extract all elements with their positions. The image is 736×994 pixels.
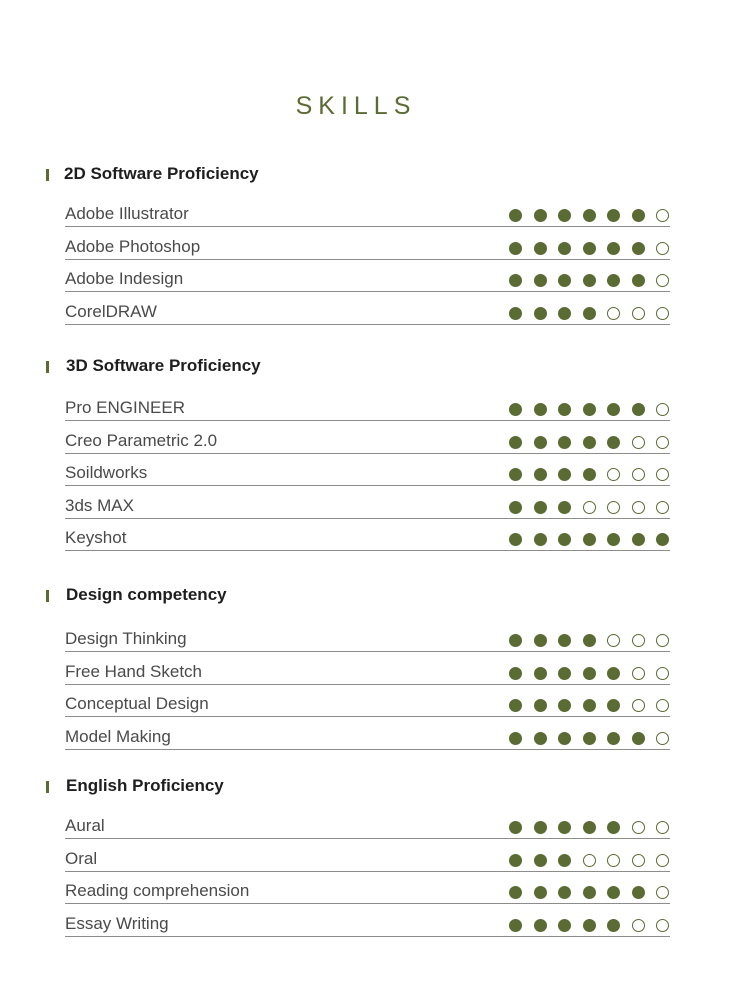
skill-rating [509, 468, 669, 482]
rating-dot-filled [607, 533, 620, 546]
rating-dot-filled [534, 699, 547, 712]
skill-rating [509, 667, 669, 681]
rating-dot-filled [607, 209, 620, 222]
rating-dot-filled [632, 533, 645, 546]
skill-name: Aural [65, 816, 105, 835]
skill-row [0, 524, 736, 557]
rating-dot-filled [558, 667, 571, 680]
rating-dot-filled [632, 209, 645, 222]
rating-dot-filled [583, 732, 596, 745]
rating-dot-empty [656, 667, 669, 680]
rating-dot-empty [656, 501, 669, 514]
rating-dot-filled [534, 886, 547, 899]
row-divider [65, 749, 670, 750]
rating-dot-filled [558, 634, 571, 647]
skill-name: Free Hand Sketch [65, 661, 203, 681]
rating-dot-filled [534, 468, 547, 481]
rating-dot-filled [534, 501, 547, 514]
skill-row [0, 459, 736, 492]
row-divider [65, 903, 670, 904]
row-divider [65, 871, 670, 872]
skill-name: Reading comprehension [65, 881, 250, 900]
rating-dot-filled [558, 274, 571, 287]
page-title: SKILLS [295, 92, 417, 120]
section-header [0, 356, 736, 380]
section-marker [46, 590, 49, 602]
skill-rating [509, 821, 669, 835]
skill-row [0, 658, 736, 691]
skill-rating [509, 436, 669, 450]
skill-rating [509, 699, 669, 713]
rating-dot-empty [607, 468, 620, 481]
rating-dot-empty [656, 919, 669, 932]
skill-list [0, 394, 736, 557]
skill-name: Adobe Indesign [65, 269, 184, 288]
rating-dot-filled [558, 436, 571, 449]
row-divider [65, 291, 670, 292]
rating-dot-filled [583, 634, 596, 647]
rating-dot-empty [632, 919, 645, 932]
rating-dot-filled [558, 209, 571, 222]
rating-dot-filled [509, 436, 522, 449]
skill-row [0, 298, 736, 331]
rating-dot-empty [656, 886, 669, 899]
rating-dot-filled [583, 699, 596, 712]
section-marker [46, 361, 49, 373]
rating-dot-filled [558, 403, 571, 416]
skill-list [0, 812, 736, 942]
rating-dot-empty [632, 699, 645, 712]
rating-dot-filled [534, 209, 547, 222]
section-title: 3D Software Proficiency [66, 356, 261, 375]
rating-dot-filled [534, 436, 547, 449]
rating-dot-filled [558, 501, 571, 514]
skill-row [0, 910, 736, 943]
rating-dot-filled [583, 533, 596, 546]
rating-dot-empty [583, 501, 596, 514]
rating-dot-empty [656, 242, 669, 255]
rating-dot-empty [656, 821, 669, 834]
rating-dot-filled [583, 242, 596, 255]
rating-dot-filled [509, 242, 522, 255]
rating-dot-empty [656, 403, 669, 416]
skill-rating [509, 533, 669, 547]
rating-dot-filled [583, 403, 596, 416]
rating-dot-filled [558, 854, 571, 867]
rating-dot-filled [534, 854, 547, 867]
rating-dot-filled [509, 667, 522, 680]
row-divider [65, 684, 670, 685]
section-marker [46, 169, 49, 181]
skill-row [0, 200, 736, 233]
rating-dot-filled [534, 919, 547, 932]
skill-row [0, 265, 736, 298]
rating-dot-filled [509, 403, 522, 416]
section-title: 2D Software Proficiency [64, 164, 259, 183]
skill-rating [509, 307, 669, 321]
rating-dot-filled [509, 821, 522, 834]
section-header [0, 164, 736, 188]
section-header [0, 776, 736, 800]
rating-dot-empty [656, 732, 669, 745]
rating-dot-filled [534, 821, 547, 834]
skill-rating [509, 732, 669, 746]
skill-rating [509, 209, 669, 223]
skill-row [0, 492, 736, 525]
rating-dot-empty [607, 634, 620, 647]
rating-dot-empty [607, 307, 620, 320]
rating-dot-filled [607, 274, 620, 287]
rating-dot-empty [656, 468, 669, 481]
rating-dot-empty [656, 699, 669, 712]
rating-dot-filled [534, 667, 547, 680]
skill-name: Oral [65, 848, 98, 868]
rating-dot-filled [632, 242, 645, 255]
skill-name: Model Making [65, 726, 171, 746]
row-divider [65, 651, 670, 652]
rating-dot-filled [583, 209, 596, 222]
rating-dot-filled [656, 533, 669, 546]
section-english-proficiency [0, 776, 736, 942]
rating-dot-filled [509, 919, 522, 932]
rating-dot-filled [632, 274, 645, 287]
rating-dot-filled [558, 468, 571, 481]
rating-dot-filled [583, 274, 596, 287]
rating-dot-empty [656, 307, 669, 320]
rating-dot-empty [607, 854, 620, 867]
skill-row [0, 690, 736, 723]
rating-dot-filled [509, 732, 522, 745]
section-design-competency [0, 585, 736, 755]
row-divider [65, 716, 670, 717]
rating-dot-empty [632, 307, 645, 320]
rating-dot-filled [607, 242, 620, 255]
skill-row [0, 845, 736, 878]
rating-dot-filled [509, 699, 522, 712]
rating-dot-filled [583, 468, 596, 481]
rating-dot-filled [558, 919, 571, 932]
rating-dot-filled [607, 732, 620, 745]
rating-dot-filled [534, 307, 547, 320]
rating-dot-empty [656, 209, 669, 222]
rating-dot-filled [632, 732, 645, 745]
rating-dot-empty [632, 468, 645, 481]
skill-name: Essay Writing [65, 913, 169, 933]
section-title: Design competency [66, 585, 227, 604]
rating-dot-filled [583, 919, 596, 932]
rating-dot-filled [583, 667, 596, 680]
rating-dot-filled [607, 699, 620, 712]
row-divider [65, 259, 670, 260]
row-divider [65, 226, 670, 227]
row-divider [65, 453, 670, 454]
rating-dot-empty [656, 854, 669, 867]
skill-rating [509, 403, 669, 417]
rating-dot-filled [583, 886, 596, 899]
row-divider [65, 485, 670, 486]
rating-dot-filled [534, 732, 547, 745]
rating-dot-empty [656, 436, 669, 449]
rating-dot-filled [558, 732, 571, 745]
rating-dot-filled [534, 274, 547, 287]
skill-rating [509, 634, 669, 648]
section-2d-software [0, 164, 736, 330]
rating-dot-filled [509, 533, 522, 546]
skill-name: Design Thinking [65, 629, 187, 648]
skill-rating [509, 274, 669, 288]
rating-dot-empty [607, 501, 620, 514]
skill-rating [509, 919, 669, 933]
rating-dot-filled [583, 821, 596, 834]
row-divider [65, 936, 670, 937]
rating-dot-filled [509, 209, 522, 222]
section-header [0, 585, 736, 609]
skill-rating [509, 886, 669, 900]
rating-dot-filled [558, 533, 571, 546]
rating-dot-filled [509, 274, 522, 287]
rating-dot-filled [607, 821, 620, 834]
skill-list [0, 625, 736, 755]
rating-dot-empty [632, 854, 645, 867]
rating-dot-filled [607, 403, 620, 416]
rating-dot-filled [583, 307, 596, 320]
skill-rating [509, 501, 669, 515]
rating-dot-empty [632, 436, 645, 449]
section-3d-software [0, 356, 736, 557]
skill-row [0, 723, 736, 756]
rating-dot-filled [509, 886, 522, 899]
rating-dot-filled [509, 854, 522, 867]
rating-dot-empty [656, 634, 669, 647]
rating-dot-filled [558, 886, 571, 899]
skill-name: Pro ENGINEER [65, 398, 185, 417]
rating-dot-empty [632, 501, 645, 514]
rating-dot-filled [534, 242, 547, 255]
rating-dot-filled [607, 919, 620, 932]
skill-list [0, 200, 736, 330]
skill-name: Creo Parametric 2.0 [65, 430, 218, 450]
rating-dot-filled [534, 634, 547, 647]
rating-dot-filled [558, 307, 571, 320]
row-divider [65, 550, 670, 551]
rating-dot-filled [558, 699, 571, 712]
rating-dot-filled [509, 468, 522, 481]
skill-name: Adobe Photoshop [65, 236, 201, 256]
rating-dot-filled [534, 403, 547, 416]
skill-rating [509, 854, 669, 868]
skill-row [0, 427, 736, 460]
row-divider [65, 518, 670, 519]
rating-dot-filled [509, 634, 522, 647]
rating-dot-empty [632, 634, 645, 647]
skill-row [0, 394, 736, 427]
rating-dot-filled [509, 501, 522, 514]
row-divider [65, 420, 670, 421]
rating-dot-empty [656, 274, 669, 287]
rating-dot-filled [632, 403, 645, 416]
skill-row [0, 812, 736, 845]
skill-row [0, 877, 736, 910]
rating-dot-empty [632, 821, 645, 834]
skill-row [0, 233, 736, 266]
section-marker [46, 781, 49, 793]
skill-name: CorelDRAW [65, 301, 157, 321]
rating-dot-empty [583, 854, 596, 867]
rating-dot-filled [607, 667, 620, 680]
skill-rating [509, 242, 669, 256]
rating-dot-filled [558, 242, 571, 255]
rating-dot-filled [607, 886, 620, 899]
rating-dot-empty [632, 667, 645, 680]
skill-row [0, 625, 736, 658]
rating-dot-filled [558, 821, 571, 834]
rating-dot-filled [583, 436, 596, 449]
skill-name: Keyshot [65, 528, 127, 547]
skill-name: Soildworks [65, 463, 148, 482]
skill-name: Conceptual Design [65, 694, 209, 713]
rating-dot-filled [534, 533, 547, 546]
row-divider [65, 324, 670, 325]
rating-dot-filled [607, 436, 620, 449]
skill-name: Adobe Illustrator [65, 204, 189, 223]
rating-dot-filled [509, 307, 522, 320]
row-divider [65, 838, 670, 839]
skill-name: 3ds MAX [65, 495, 134, 515]
rating-dot-filled [632, 886, 645, 899]
section-title: English Proficiency [66, 776, 224, 795]
